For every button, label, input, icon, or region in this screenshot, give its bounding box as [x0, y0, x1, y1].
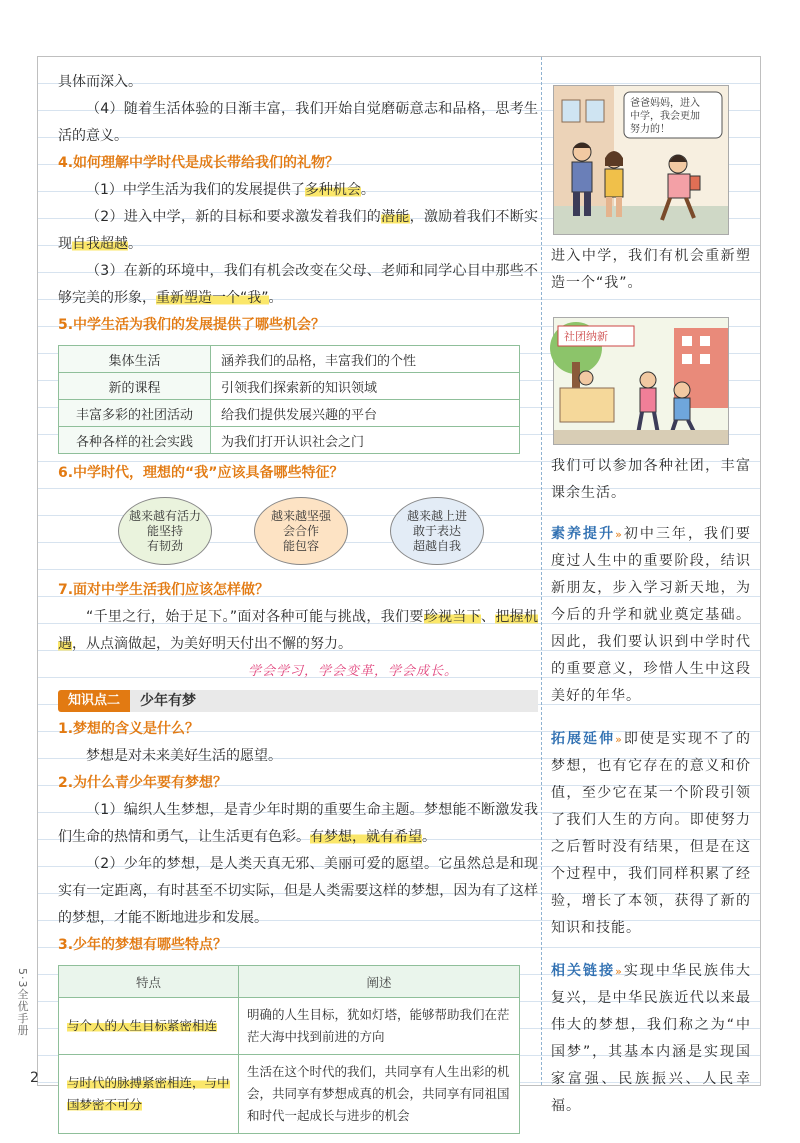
highlight: 把握机遇 [58, 609, 538, 652]
trait-ovals [58, 493, 538, 573]
highlight: 自我超越 [72, 236, 128, 252]
table-cell-value: 生活在这个时代的我们，共同享有人生出彩的机会，共同享有梦想成真的机会，共同享有同祖国和时代一起成长与进步的机会 [239, 1055, 520, 1134]
table-cell-value: 引领我们探索新的知识领域 [211, 373, 520, 400]
illustration-caption: 进入中学，我们有机会重新塑造一个“我”。 [551, 248, 751, 291]
svg-text:爸爸妈妈，进入: 爸爸妈妈，进入 [630, 98, 700, 109]
trait-oval: 越来越坚强 会合作 能包容 [254, 497, 348, 565]
table-cell-key: 集体生活 [59, 346, 211, 373]
answer-7: “千里之行，始于足下。”面对各种可能与挑战，我们要珍视当下、把握机遇，从点滴做起，为美好明天付出不懈的努力。 [58, 609, 538, 652]
main-column [58, 69, 538, 1134]
table-cell-value: 明确的人生目标，犹如灯塔，能够帮助我们在茫茫大海中找到前进的方向 [239, 998, 520, 1055]
section-question-3: 3.少年的梦想有哪些特点？ [58, 937, 228, 953]
illustration-clubs [553, 317, 729, 445]
table-row [59, 373, 520, 400]
illustration-caption: 我们可以参加各种社团，丰富课余生活。 [551, 458, 751, 501]
link-box: 相关链接»实现中华民族伟大复兴，是中华民族近代以来最伟大的梦想，我们称之为“中国梦”，其基本内涵是实现国家富强、民族振兴、人民幸福。 [551, 963, 752, 1114]
table-cell-value: 为我们打开认识社会之门 [211, 427, 520, 454]
highlight: 珍视当下 [423, 609, 482, 625]
knowledge-point-tag: 知识点二 [58, 690, 130, 712]
table-row [59, 346, 520, 373]
table-cell-key: 各种各样的社会实践 [59, 427, 211, 454]
book-spine-label: 5·3全优手册 [16, 968, 29, 1037]
table-row [59, 1055, 520, 1134]
text-line: 具体而深入。 [58, 74, 142, 90]
club-sign-text: 社团纳新 [564, 330, 608, 343]
page-number: 2 [30, 1070, 39, 1086]
club-fair-illustration [554, 318, 728, 444]
table-cell-key: 与个人的人生目标紧密相连 [59, 998, 239, 1055]
section-question-2: 2.为什么青少年要有梦想？ [58, 775, 228, 791]
answer-4-3: （3）在新的环境中，我们有机会改变在父母、老师和同学心目中那些不够完美的形象，重新塑造一个“我”。 [58, 263, 538, 306]
table-cell-key: 丰富多彩的社团活动 [59, 400, 211, 427]
table-cell-value: 给我们提供发展兴趣的平台 [211, 400, 520, 427]
chevron-icon: » [615, 528, 623, 541]
page [37, 56, 761, 1123]
table-cell-value: 涵养我们的品格，丰富我们的个性 [211, 346, 520, 373]
illustration-family [553, 85, 729, 235]
question-6: 6.中学时代，理想的“我”应该具备哪些特征？ [58, 465, 344, 481]
table-header: 阐述 [239, 966, 520, 998]
section-question-1: 1.梦想的含义是什么？ [58, 721, 200, 737]
family-illustration [554, 86, 728, 234]
section-answer-2-1: （1）编织人生梦想，是青少年时期的重要生命主题。梦想能不断激发我们生命的热情和勇气，让生活更有色彩。有梦想，就有希望。 [58, 802, 538, 845]
knowledge-point-header [58, 687, 538, 714]
section-answer-2-2: （2）少年的梦想，是人类天真无邪、美丽可爱的愿望。它虽然总是和现实有一定距离，有时甚至不切实际，但是人类需要这样的梦想，因为有了这样的梦想，才能不断地进步和发展。 [58, 856, 538, 926]
paragraph-4: （4）随着生活体验的日渐丰富，我们开始自觉磨砺意志和品格，思考生活的意义。 [58, 101, 538, 144]
table-row [59, 427, 520, 454]
knowledge-point-title: 少年有梦 [130, 690, 538, 712]
box-label: 拓展延伸 [551, 731, 616, 747]
literacy-box: 素养提升»初中三年，我们要度过人生中的重要阶段，结识新朋友，步入学习新天地，为今后的升学和就业奠定基础。因此，我们要认识到中学时代的重要意义，珍惜人生中这段美好的年华。 [551, 526, 752, 704]
answer-4-1: （1）中学生活为我们的发展提供了多种机会。 [86, 182, 375, 198]
question-5: 5.中学生活为我们的发展提供了哪些机会？ [58, 317, 326, 333]
question-7: 7.面对中学生活我们应该怎样做？ [58, 582, 270, 598]
highlight: 重新塑造一个“我” [156, 290, 269, 306]
extension-box: 拓展延伸»即使是实现不了的梦想，也有它存在的意义和价值，至少它在某一个阶段引领了我们人生的方向。即使努力之后暂时没有结果，但是在这个过程中，我们同样积累了经验，增长了本领，获得了新的知识和技能。 [551, 731, 752, 936]
table-row [59, 998, 520, 1055]
dream-traits-table [58, 965, 520, 1134]
opportunities-table [58, 345, 520, 454]
trait-oval: 越来越上进 敢于表达 超越自我 [390, 497, 484, 565]
chevron-icon: » [615, 733, 623, 746]
table-row [59, 400, 520, 427]
highlight: 潜能 [381, 209, 410, 225]
table-header: 特点 [59, 966, 239, 998]
table-cell-key: 与时代的脉搏紧密相连，与中国梦密不可分 [59, 1055, 239, 1134]
chevron-icon: » [615, 965, 623, 978]
column-divider [541, 57, 542, 1085]
handwritten-note: 学会学习，学会变革，学会成长。 [248, 664, 459, 679]
question-4: 4.如何理解中学时代是成长带给我们的礼物？ [58, 155, 340, 171]
table-cell-key: 新的课程 [59, 373, 211, 400]
side-column [551, 69, 751, 1120]
highlight: 有梦想，就有希望 [310, 829, 422, 845]
trait-oval: 越来越有活力 能坚持 有韧劲 [118, 497, 212, 565]
svg-text:中学，我会更加: 中学，我会更加 [630, 111, 700, 122]
answer-4-2: （2）进入中学，新的目标和要求激发着我们的潜能，激励着我们不断实现自我超越。 [58, 209, 539, 252]
box-label: 相关链接 [551, 963, 616, 979]
table-header-row [59, 966, 520, 998]
section-answer-1: 梦想是对未来美好生活的愿望。 [86, 748, 282, 764]
highlight: 多种机会 [304, 182, 361, 198]
box-label: 素养提升 [551, 526, 616, 542]
svg-text:努力的！: 努力的！ [630, 124, 670, 135]
